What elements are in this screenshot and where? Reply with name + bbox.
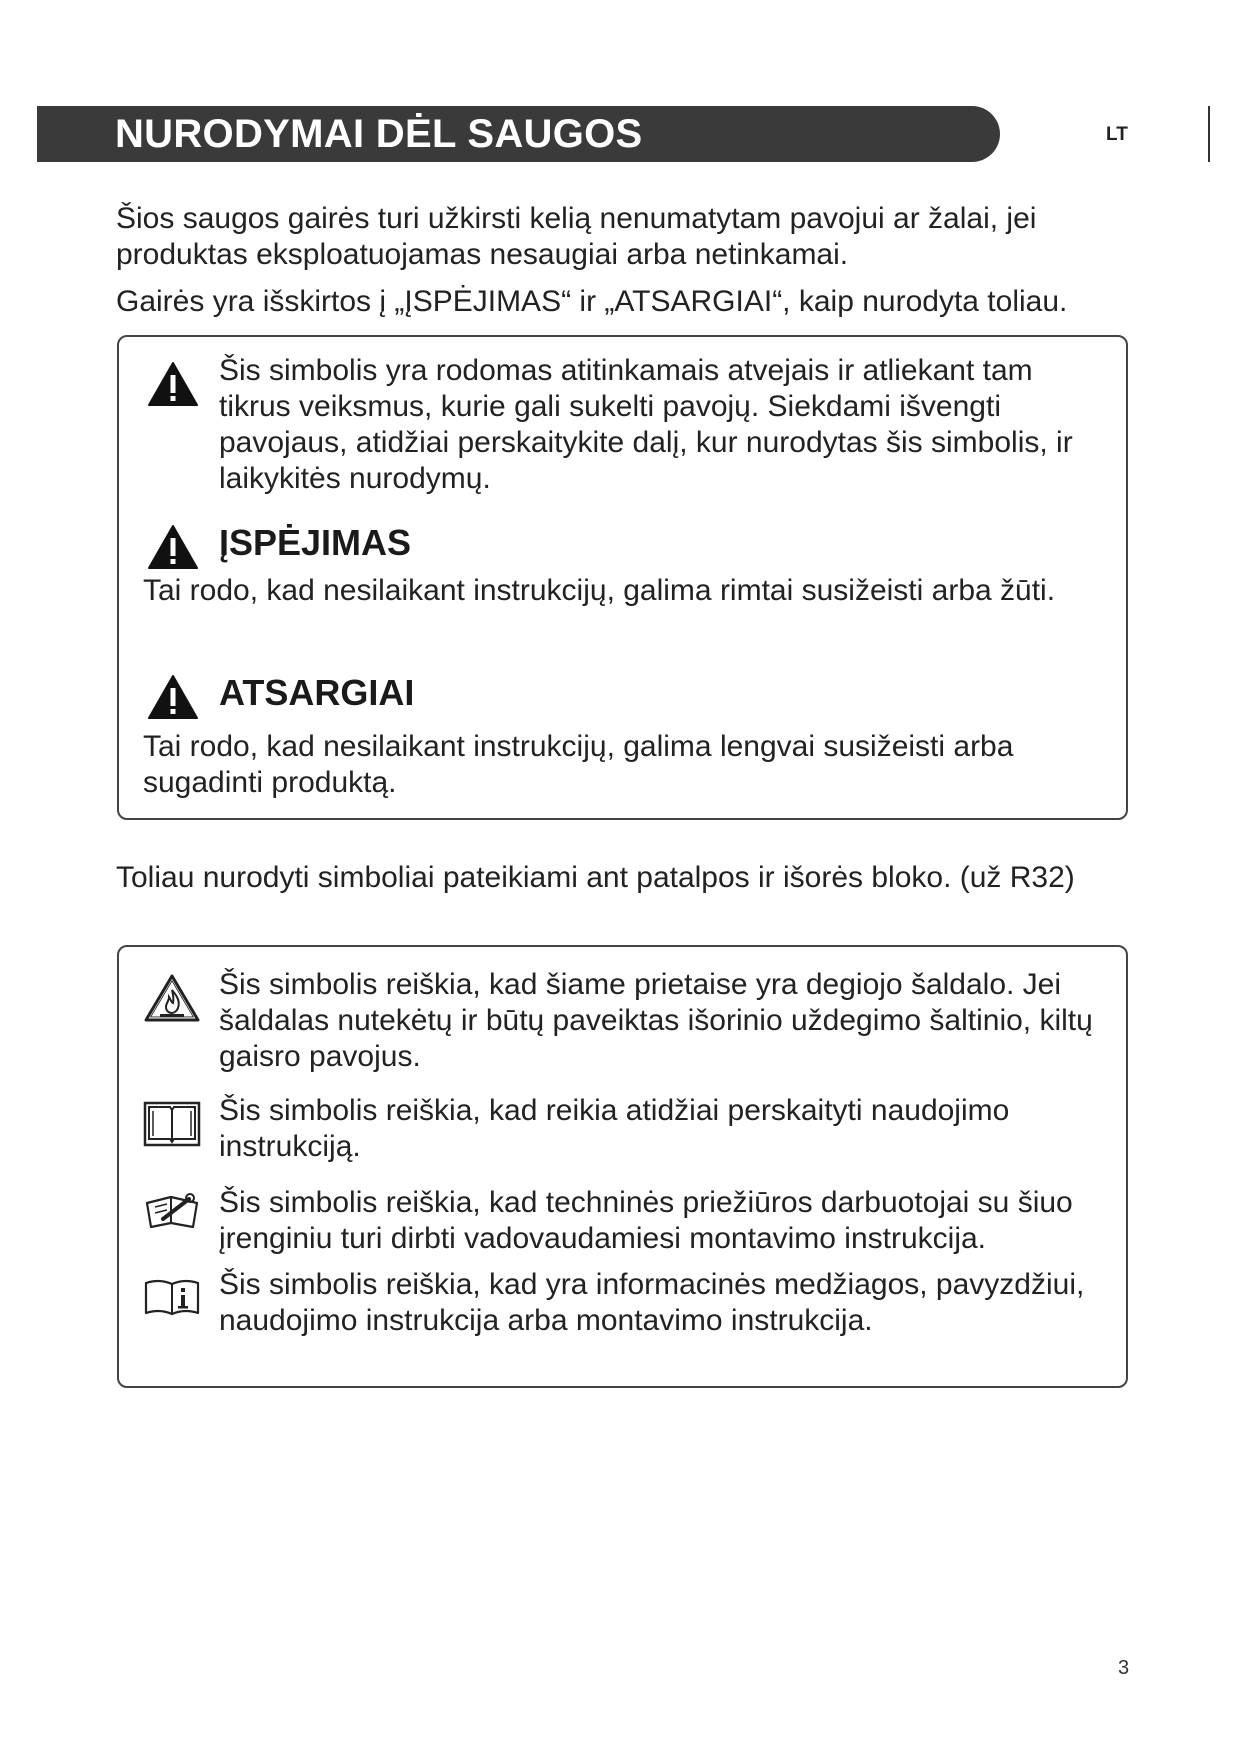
page-title: NURODYMAI DĖL SAUGOS — [115, 112, 643, 156]
caution-heading: ATSARGIAI — [219, 672, 415, 713]
warning-triangle-icon — [147, 524, 199, 570]
warning-triangle-icon — [147, 361, 199, 407]
intro-paragraph: Šios saugos gairės turi užkirsti kelią nenumatytam pavojui ar žalai, jei produktas eksploatuojamas nesaugiai arba netinkamai. — [116, 202, 1037, 271]
symbols-box — [117, 945, 1128, 1388]
symbol-explanation-text: Šis simbolis yra rodomas atitinkamais atvejais ir atliekant tam tikrus veiksmus, kurie gali sukelti pavojų. Siekdami išvengti pavojaus, atidžiai perskaitykite dalį, kur nurodytas šis simbolis, ir laikykitės nurodymų. — [219, 354, 1073, 495]
caution-description: Tai rodo, kad nesilaikant instrukcijų, galima lengvai susižeisti arba sugadinti produktą. — [143, 730, 1014, 799]
info-symbol-text: Šis simbolis reiškia, kad yra informacinės medžiagos, pavyzdžiui, naudojimo instrukcija arba montavimo instrukcija. — [219, 1268, 1085, 1337]
warning-description: Tai rodo, kad nesilaikant instrukcijų, galima rimtai susižeisti arba žūti. — [143, 574, 1056, 607]
manual-book-icon — [143, 1099, 201, 1149]
page-edge-divider — [1208, 106, 1210, 162]
service-manual-icon — [143, 1189, 201, 1233]
manual-symbol-text: Šis simbolis reiškia, kad reikia atidžiai perskaityti naudojimo instrukciją. — [219, 1094, 1010, 1163]
section-header-bar — [37, 106, 1000, 162]
service-symbol-text: Šis simbolis reiškia, kad techninės priežiūros darbuotojai su šiuo įrenginiu turi dirbti vadovaudamiesi montavimo instrukcija. — [219, 1186, 1073, 1255]
flammable-symbol-text: Šis simbolis reiškia, kad šiame prietaise yra degiojo šaldalo. Jei šaldalas nutekėtų ir būtų paveiktas išorinio uždegimo šaltinio, kiltų gaisro pavojus. — [219, 968, 1093, 1073]
caution-triangle-icon — [147, 674, 199, 720]
intro-classification-line: Gairės yra išskirtos į „ĮSPĖJIMAS“ ir „ATSARGIAI“, kaip nurodyta toliau. — [116, 285, 1068, 318]
flammable-warning-icon — [143, 973, 201, 1023]
symbols-intro: Toliau nurodyti simboliai pateikiami ant patalpos ir išorės bloko. (už R32) — [116, 861, 1075, 894]
safety-levels-box — [117, 335, 1128, 820]
page-number: 3 — [1118, 1657, 1130, 1679]
info-book-icon — [143, 1277, 201, 1317]
warning-heading: ĮSPĖJIMAS — [219, 522, 412, 563]
language-label: LT — [1106, 124, 1128, 145]
